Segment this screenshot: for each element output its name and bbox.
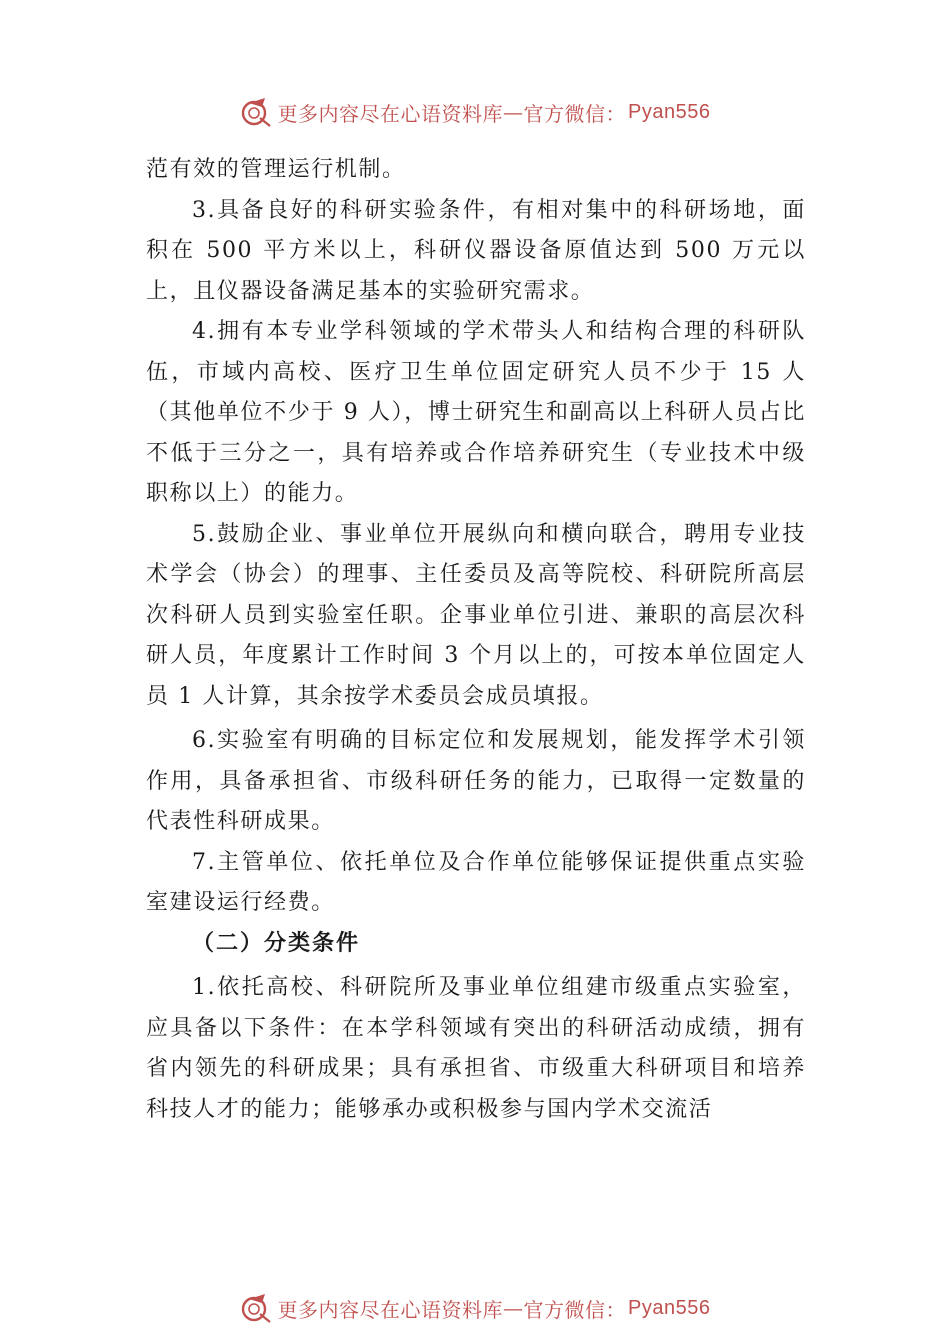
section-heading: （二）分类条件	[192, 930, 361, 956]
watermark-label: 官方微信：	[523, 101, 627, 126]
paragraph-1: 范有效的管理运行机制。	[146, 157, 406, 182]
paragraph-6: 7.主管单位、依托单位及合作单位能够保证提供重点实验室建设运行经费。	[146, 849, 806, 915]
watermark-label: 官方微信：	[523, 1297, 627, 1322]
paragraph-2: 3.具备良好的科研实验条件，有相对集中的科研场地，面积在 500 平方米以上，科研仪器设备原值达到 500 万元以上，且仪器设备满足基本的实验研究需求。	[146, 197, 806, 304]
watermark-handle: Pyan556	[628, 100, 711, 123]
document-body	[146, 150, 806, 1130]
watermark-brand: 更多内容尽在心语资料库	[277, 101, 504, 126]
logo-icon	[240, 1292, 272, 1324]
watermark-handle: Pyan556	[628, 1296, 711, 1319]
footer-watermark	[0, 1288, 950, 1328]
watermark-separator: —	[503, 1296, 524, 1320]
paragraph-5: 6.实验室有明确的目标定位和发展规划，能发挥学术引领作用，具备承担省、市级科研任务的能力，已取得一定数量的代表性科研成果。	[146, 728, 806, 834]
paragraph-4: 5.鼓励企业、事业单位开展纵向和横向联合，聘用专业技术学会（协会）的理事、主任委员及高等院校、科研院所高层次科研人员到实验室任职。企事业单位引进、兼职的高层次科研人员，年度累计工作时间 3 个月以上的，可按本单位固定人员 1 人计算，其余按学术委员会成员填报。	[146, 521, 806, 709]
watermark-separator: —	[503, 100, 524, 124]
watermark-brand: 更多内容尽在心语资料库	[277, 1297, 504, 1322]
header-watermark	[0, 92, 950, 132]
paragraph-3: 4.拥有本专业学科领域的学术带头人和结构合理的科研队伍，市域内高校、医疗卫生单位固定研究人员不少于 15 人（其他单位不少于 9 人），博士研究生和副高以上科研人员占比不低于三分之一，具有培养或合作培养研究生（专业技术中级职称以上）的能力。	[146, 319, 806, 506]
logo-icon	[240, 96, 272, 128]
paragraph-7: 1.依托高校、科研院所及事业单位组建市级重点实验室，应具备以下条件：在本学科领域有突出的科研活动成绩，拥有省内领先的科研成果；具有承担省、市级重大科研项目和培养科技人才的能力；能够承办或积极参与国内学术交流活	[146, 975, 806, 1122]
